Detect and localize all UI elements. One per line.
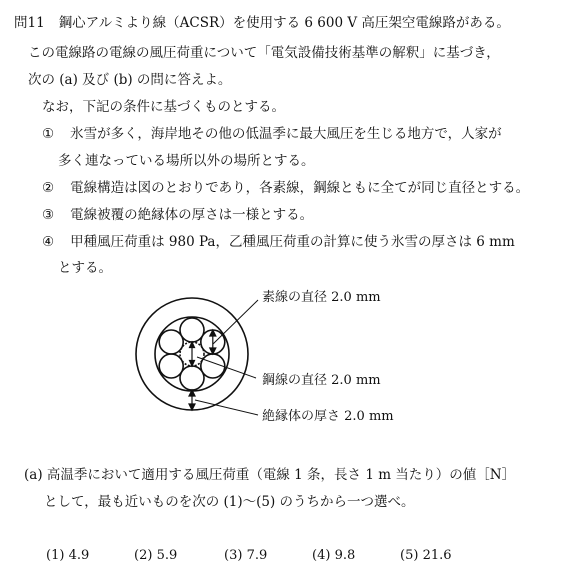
aluminum-strand — [159, 354, 183, 378]
condition-text: 氷雪が多く，海岸地その他の低温季に最大風圧を生じる地方で，人家が — [70, 126, 502, 142]
choice-3[interactable] — [224, 547, 267, 565]
condition-mark: ① — [42, 126, 55, 142]
choice-value: 21.6 — [422, 548, 452, 563]
conditions-lead: なお，下記の条件に基づくものとする。 — [42, 99, 285, 115]
question-intro-2: この電線路の電線の風圧荷重について「電気設備技術基準の解釈」に基づき， — [28, 45, 500, 61]
part-a-line-2: として，最も近いものを次の (1)～(5) のうちから一つ選べ。 — [44, 494, 415, 510]
condition-mark: ③ — [42, 207, 55, 223]
question-number: 問11 — [14, 15, 45, 31]
choice-value: 4.9 — [68, 548, 90, 563]
choice-label: (4) — [312, 548, 331, 563]
choice-label: (3) — [224, 548, 243, 563]
label-insulation-thickness: 絶縁体の厚さ 2.0 mm — [262, 409, 394, 424]
choice-value: 7.9 — [246, 548, 268, 563]
aluminum-strand — [180, 366, 204, 390]
choice-value: 5.9 — [156, 548, 178, 563]
aluminum-strand — [180, 318, 204, 342]
leader-strand — [213, 300, 258, 344]
condition-text: 甲種風圧荷重は 980 Pa，乙種風圧荷重の計算に使う氷雪の厚さは 6 mm — [70, 234, 515, 250]
label-strand-diameter: 素線の直径 2.0 mm — [262, 290, 381, 305]
leader-insulation — [195, 400, 258, 415]
label-steel-diameter: 鋼線の直径 2.0 mm — [262, 373, 381, 388]
choice-label: (2) — [134, 548, 153, 563]
condition-text: 電線被覆の絶縁体の厚さは一様とする。 — [70, 207, 314, 223]
choice-label: (5) — [400, 548, 419, 563]
condition-mark: ② — [42, 180, 55, 196]
question-intro-1: 鋼心アルミより線（ACSR）を使用する 6 600 V 高圧架空電線路がある。 — [58, 15, 510, 31]
choice-5[interactable] — [400, 547, 452, 565]
choice-2[interactable] — [134, 547, 177, 565]
aluminum-strand — [159, 330, 183, 354]
condition-mark: ④ — [42, 234, 55, 250]
choice-label: (1) — [46, 548, 65, 563]
condition-text: 電線構造は図のとおりであり，各素線，鋼線ともに全てが同じ直径とする。 — [70, 180, 530, 196]
condition-1-cont: 多く連なっている場所以外の場所とする。 — [58, 153, 315, 169]
choice-1[interactable] — [46, 547, 89, 565]
part-a-line-1: (a) 高温季において適用する風圧荷重（電線 1 条，長さ 1 m 当たり）の値［N］ — [24, 467, 516, 483]
choice-value: 9.8 — [334, 548, 356, 563]
condition-4-cont: とする。 — [58, 260, 112, 276]
question-intro-3: 次の (a) 及び (b) の問に答えよ。 — [28, 72, 232, 88]
choice-4[interactable] — [312, 547, 355, 565]
